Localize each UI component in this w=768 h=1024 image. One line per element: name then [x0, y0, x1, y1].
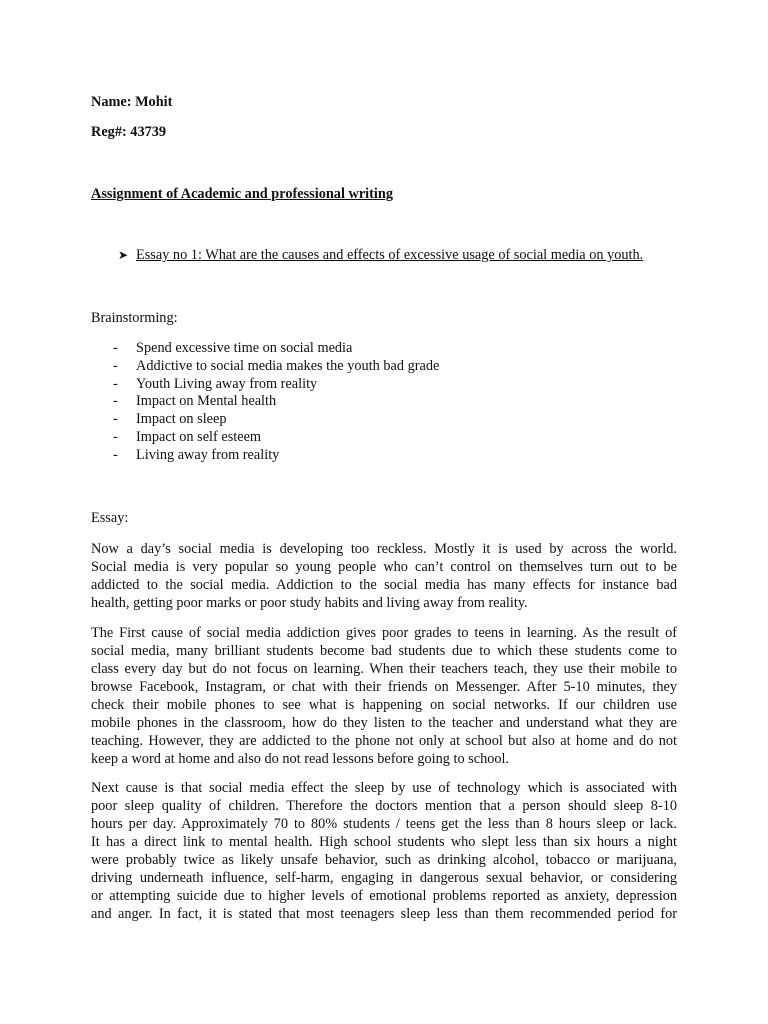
- list-item: - Impact on sleep: [113, 411, 227, 428]
- list-item: - Living away from reality: [113, 446, 280, 463]
- brainstorming-label: Brainstorming:: [91, 310, 178, 326]
- essay-paragraph-2: The First cause of social media addiction gives poor grades to teens in learning. As the result of social media, many brilliant students become bad students due to which these students come to class every day but do not focus on learning. When their teachers teach, they use their mobile to browse Facebook, Instagram, or chat with their friends on Messenger. After 5-10 minutes, they check their mobile phones to see what is happening on social networks. If our children use mobile phones in the classroom, how do they listen to the teacher and understand what they are teaching. However, they are addicted to the phone not only at school but also at home and do not keep a word at home and also do not read lessons before going to school.: [91, 625, 677, 767]
- essay-paragraph-3: Next cause is that social media effect the sleep by use of technology which is associated with poor sleep quality of children. Therefore the doctors mention that a person should sleep 8-10 hours per day. Approximately 70 to 80% students / teens get the less than 8 hours sleep or lack. It has a direct link to mental health. High school students who slept less than six hours a night were probably twice as likely unsafe behavior, such as drinking alcohol, tobacco or marijuana, driving underneath influence, self-harm, engaging in dangerous sexual behavior, or considering or attempting suicide due to higher levels of emotional problems reported as anxiety, depression and anger. In fact, it is stated that most teenagers sleep less than them recommended period for: [91, 780, 677, 922]
- essay-title: Essay no 1: What are the causes and effects of excessive usage of social media on youth.: [136, 247, 644, 263]
- essay-label: Essay:: [91, 510, 129, 526]
- list-item: - Addictive to social media makes the youth bad grade: [113, 357, 440, 374]
- student-name: Name: Mohit: [91, 94, 173, 110]
- list-item: - Youth Living away from reality: [113, 375, 318, 392]
- brainstorming-list: [113, 340, 439, 465]
- essay-paragraph-1: Now a day’s social media is developing too reckless. Mostly it is used by across the world. Social media is very popular so young people who can’t control on themselves turn out to be addicted to the social media. Addiction to the social media has many effects for instance bad health, getting poor marks or poor study habits and living away from reality.: [91, 541, 677, 611]
- list-item: - Impact on Mental health: [113, 393, 277, 410]
- registration-number: Reg#: 43739: [91, 124, 167, 140]
- arrow-bullet-icon: ➤: [118, 248, 129, 262]
- list-item: - Impact on self esteem: [113, 428, 262, 445]
- assignment-title: Assignment of Academic and professional writing: [91, 186, 393, 202]
- list-item: - Spend excessive time on social media: [113, 340, 353, 356]
- essay-title-bullet: [118, 247, 643, 264]
